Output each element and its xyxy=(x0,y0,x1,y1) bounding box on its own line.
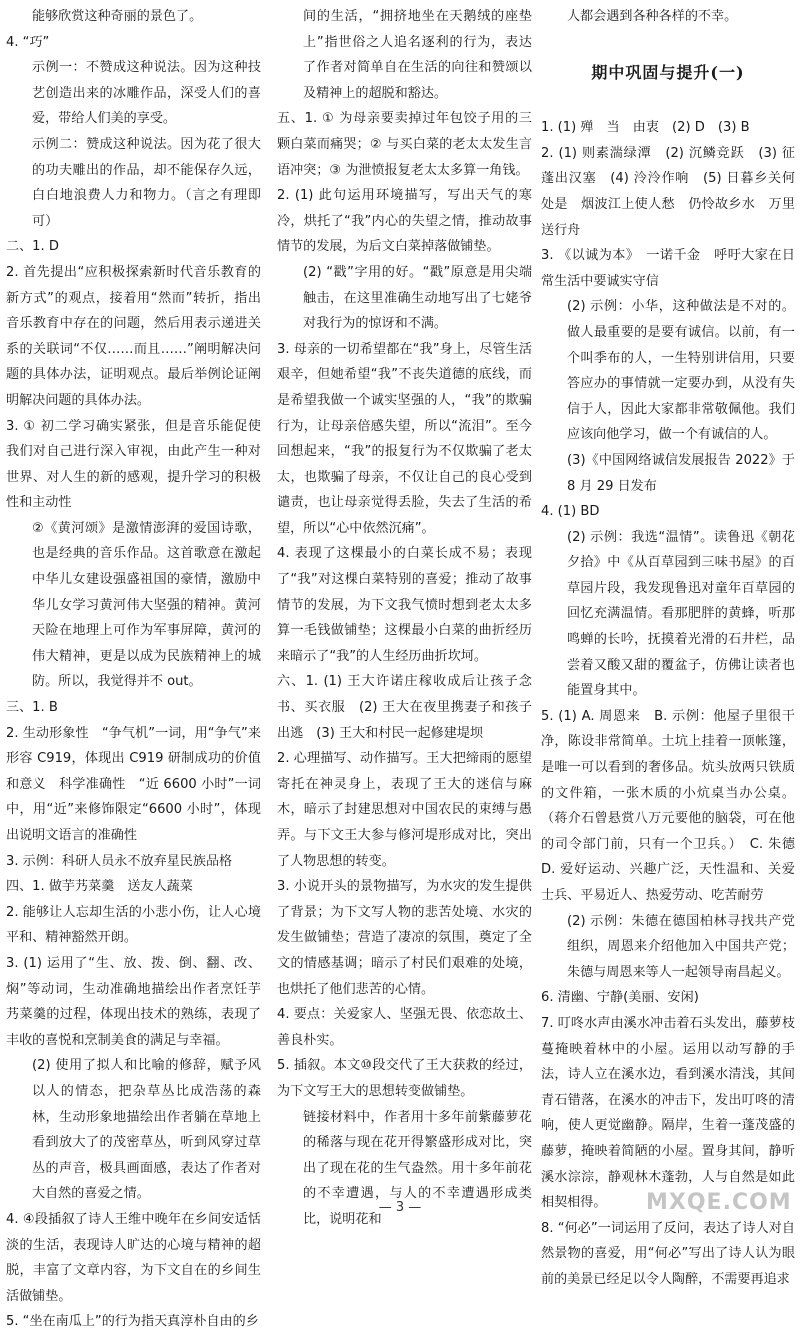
answer-paragraph: 人都会遇到各种各样的不幸。 xyxy=(567,9,738,24)
answer-paragraph: 7. 叮咚水声由溪水冲击着石头发出，藤萝枝蔓掩映着林中的小屋。运用以动写静的手法，诗人立在溪水边，看到溪水清浅，其间青石错落，在溪水的冲击下，发出叮咚的清响，使人更觉幽静。隔岸，生着一蓬茂盛的藤萝，掩映着简陋的小屋。置身其间，静听溪水淙淙，静观林木蓬勃，人与自然是如此相契相得。 xyxy=(541,1015,795,1211)
answer-paragraph: 5. (1) A. 周恩来 B. 示例：他屋子里很干净，陈设非常简单。土坑上挂着一顶帐篷，是唯一可以看到的奢侈品。炕头放两只铁质的文件箱，一张木质的小炕桌当办公桌。（蒋介石曾悬赏八万元要他的脑袋，可在他的司令部门前，只有一个卫兵。） C. 朱德 D. 爱好运动、兴趣广泛，天性温和、关爱士兵、平易近人、热爱劳动、吃苦耐劳 xyxy=(541,708,795,903)
answer-paragraph: 2. (1) 则素湍绿潭 (2) 沉鳞竞跃 (3) 征蓬出汉塞 (4) 泠泠作响 (5) 日暮乡关何处是 烟波江上使人愁 仍怜故乡水 万里送行舟 xyxy=(541,145,795,238)
answer-paragraph: 能够欣赏这种奇丽的景色了。 xyxy=(32,9,203,24)
answer-paragraph: 示例一：不赞成这种说法。因为这种技艺创造出来的冰雕作品，深受人们的喜爱，带给人们美的享受。 xyxy=(32,60,261,127)
answer-paragraph: 间的生活，“拥挤地坐在天鹅绒的座垫上”指世俗之人追名逐利的行为，表达了作者对简单自在生活的向往和赞颂以及精神上的超脱和豁达。 xyxy=(303,9,532,101)
answer-paragraph: 2. 心理描写、动作描写。王大把缔雨的愿望寄托在神灵身上，表现了王大的迷信与麻木，暗示了封建思想对中国农民的束缚与愚弄。与下文王大参与修河堤形成对比，突出了人物思想的转变。 xyxy=(277,751,532,869)
answer-paragraph: (2) “戳”字用的好。“戳”原意是用尖端触击，在这里准确生动地写出了七姥爷对我行为的惊讶和不满。 xyxy=(303,264,532,332)
answer-column-middle xyxy=(277,4,532,1233)
answer-paragraph: 四、1. 做芋艿菜羹 送友人蔬菜 xyxy=(6,879,193,895)
answer-paragraph: 3. 示例：科研人员永不放弃星民族品格 xyxy=(6,853,233,869)
answer-paragraph: 六、1. (1) 王大许诺庄稼收成后让孩子念书、买衣服 (2) 王大在夜里携妻子和孩子出逃 (3) 王大和村民一起修建堤坝 xyxy=(277,674,532,741)
answer-paragraph: (2) 示例：小华，这种做法是不对的。做人最重要的是要有诚信。以前，有一个叫季布的人，一生特别讲信用，只要答应办的事情就一定要办到，从没有失信于人，因此大家都非常敬佩他。我们应该向他学习，做一个有诚信的人。 xyxy=(567,299,795,443)
section-heading: 期中巩固与提升(一) xyxy=(591,62,745,82)
answer-paragraph: 5. 插叙。本文⑩段交代了王大获救的经过，为下文写王大的思想转变做铺垫。 xyxy=(277,1058,532,1099)
answer-paragraph: 8. “何必”一词运用了反问，表达了诗人对自然景物的喜爱，用“何必”写出了诗人认为眼前的美景已经足以令人陶醉，不需要再追求 xyxy=(541,1220,795,1287)
answer-paragraph: 3. 母亲的一切希望都在“我”身上，尽管生活艰辛，但她希望“我”不丧失道德的底线，而是希望我做一个诚实坚强的人，“我”的欺骗行为，让母亲倍感失望，所以“流泪”。至今回想起来，“我”的报复行为不仅欺骗了老太太，也欺骗了母亲，不仅让自己的良心受到谴责，也让母亲觉得丢脸，失去了生活的希望，所以“心中依然沉痛”。 xyxy=(277,341,532,536)
answer-paragraph: 3. ① 初二学习确实紧张，但是音乐能促使我们对自己进行深入审视，由此产生一种对世界、对人生的新的感观，提升学习的积极性和主动性 xyxy=(6,418,261,511)
answer-paragraph: 4. 要点：关爱家人、坚强无畏、依恋故土、善良朴实。 xyxy=(277,1007,532,1048)
answer-paragraph: 3. 《以诚为本》 一诺千金 呼吁大家在日常生活中要诚实守信 xyxy=(541,248,795,289)
answer-column-left xyxy=(6,4,261,1335)
answer-paragraph: 链接材料中，作者用十多年前紫藤萝花的稀落与现在花开得繁盛形成对比，突出了现在花的生气盎然。用十多年前花的不幸遭遇，与人的不幸遭遇形成类比，说明花和 xyxy=(303,1109,532,1227)
answer-paragraph: 5. “坐在南瓜上”的行为指天真淳朴自由的乡 xyxy=(6,1314,259,1330)
answer-paragraph: 2. (1) 此句运用环境描写，写出天气的寒冷，烘托了“我”内心的失望之情，推动故事情节的发展，为后文白菜掉落做铺垫。 xyxy=(277,188,532,255)
answer-paragraph: 五、1. ① 为母亲要卖掉过年包饺子用的三颗白菜而痛哭；② 与买白菜的老太太发生言语冲突；③ 为泄愤报复老太太多算一角钱。 xyxy=(277,111,532,178)
answer-column-right xyxy=(541,4,795,1293)
answer-paragraph: 4. 表现了这棵最小的白菜长成不易；表现了“我”对这棵白菜特别的喜爱；推动了故事情节的发展，为下文我气愤时想到老太太多算一毛钱做铺垫；这棵最小白菜的曲折经历来暗示了“我”的人生经历曲折坎坷。 xyxy=(277,546,532,664)
answer-paragraph: (2) 示例：我选“温情”。读鲁迅《朝花夕拾》中《从百草园到三味书屋》的百草园片段，我发现鲁迅对童年百草园的回忆充满温情。看那肥胖的黄蜂，听那鸣蝉的长吟，抚摸着光滑的石井栏，品尝着又酸又甜的覆盆子，仿佛让读者也能置身其中。 xyxy=(567,529,795,699)
answer-paragraph: 2. 首先提出“应积极探索新时代音乐教育的新方式”的观点，接着用“然而”转折，指出音乐教育中存在的问题，然后用表示递进关系的关联词“不仅……而且……”阐明解决问题的具体办法，证明观点。最后举例论证阐明解决问题的具体办法。 xyxy=(6,264,261,408)
answer-paragraph: 1. (1) 殚 当 由衷 (2) D (3) B xyxy=(541,120,750,136)
answer-paragraph: 二、1. D xyxy=(6,239,59,255)
answer-paragraph: 3. 小说开头的景物描写，为水灾的发生提供了背景；为下文写人物的悲苦处境、水灾的发生做铺垫；营造了凄凉的氛围，奠定了全文的情感基调；暗示了村民们艰难的处境，也烘托了他们悲苦的心情。 xyxy=(277,879,532,997)
site-watermark: MXQE.COM xyxy=(646,1190,792,1215)
answer-paragraph: 2. 能够让人忘却生活的小悲小伤，让人心境平和、精神豁然开朗。 xyxy=(6,904,261,946)
answer-paragraph: 4. ④段插叙了诗人王维中晚年在乡间安适恬淡的生活，表现诗人旷达的心境与精神的超脱，丰富了文章内容，为下文自在的乡间生活做铺垫。 xyxy=(6,1211,261,1304)
answer-paragraph: 3. (1) 运用了“生、放、拨、倒、翻、改、焖”等动词，生动准确地描绘出作者烹饪芋艿菜羹的过程，体现出技术的熟练，表现了丰收的喜悦和烹制美食的满足与幸福。 xyxy=(6,955,261,1048)
answer-paragraph: 三、1. B xyxy=(6,700,58,716)
page-number: — 3 — xyxy=(378,1200,422,1215)
answer-paragraph: 4. “巧” xyxy=(6,34,50,50)
answer-paragraph: (3)《中国网络诚信发展报告 2022》于 8 月 29 日发布 xyxy=(567,452,795,494)
answer-paragraph: 6. 清幽、宁静(美丽、安闲) xyxy=(541,990,699,1006)
answer-paragraph: 2. 生动形象性 “争气机”一词，用“争气”来形容 C919，体现出 C919 研制成功的价值和意义 科学准确性 “近 6600 小时”一词中，用“近”来修饰限定“6600 小时”，体现出说明文语言的准确性 xyxy=(6,725,261,843)
answer-paragraph: 4. (1) BD xyxy=(541,504,600,520)
answer-paragraph: (2) 示例：朱德在德国柏林寻找共产党组织，周恩来介绍他加入中国共产党；朱德与周恩来等人一起领导南昌起义。 xyxy=(567,913,795,980)
answer-paragraph: 示例二：赞成这种说法。因为花了很大的功夫雕出的作品，却不能保存久远，白白地浪费人力和物力。（言之有理即可） xyxy=(32,136,261,229)
answer-paragraph: (2) 使用了拟人和比喻的修辞，赋予风以人的情态，把杂草丛比成浩荡的森林，生动形象地描绘出作者躺在草地上看到放大了的茂密草丛，听到风穿过草丛的声音，极具画面感，表达了作者对大自然的喜爱之情。 xyxy=(32,1058,261,1202)
answer-paragraph: ②《黄河颂》是激情澎湃的爱国诗歌，也是经典的音乐作品。这首歌意在激起中华儿女建设强盛祖国的豪情，激励中华儿女学习黄河伟大坚强的精神。黄河天险在地理上可作为军事屏障，黄河的伟大精神，更是以成为民族精神上的城防。所以，我觉得并不 out。 xyxy=(32,520,261,690)
